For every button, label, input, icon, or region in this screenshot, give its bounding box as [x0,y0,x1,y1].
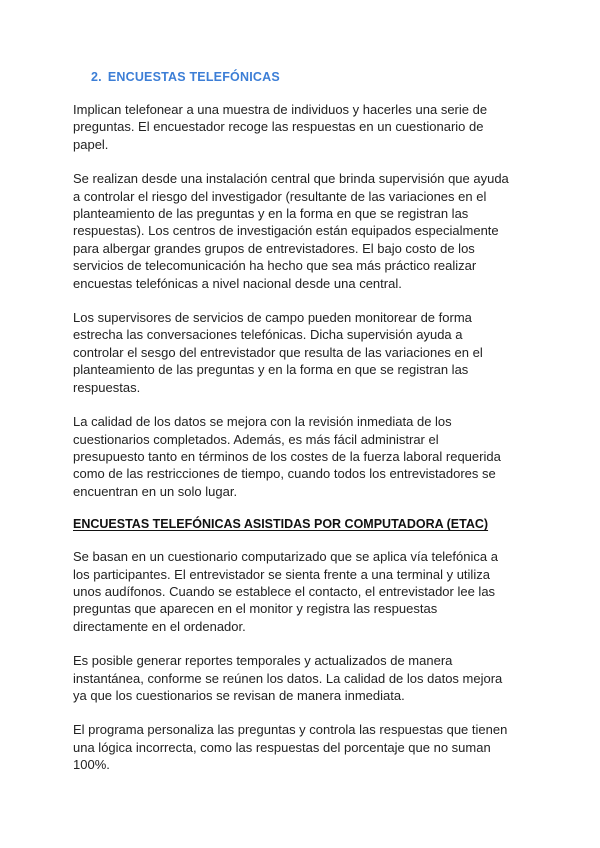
subsection-heading: ENCUESTAS TELEFÓNICAS ASISTIDAS POR COMPUTADORA (ETAC) [73,517,489,532]
paragraph-etac-reports: Es posible generar reportes temporales y actualizados de manera instantánea, conforme se reúnen los datos. La calidad de los datos mejora ya que los cuestionarios se revisan de manera inmediata. [73,653,503,703]
paragraph-supervisors: Los supervisores de servicios de campo pueden monitorear de forma estrecha las conversaciones telefónicas. Dicha supervisión ayuda a controlar el sesgo del entrevistador que resulta de las variaciones en el planteamiento de las preguntas y en la forma en que se registran las respuestas. [73,310,483,395]
paragraph-etac-description: Se basan en un cuestionario computarizado que se aplica vía telefónica a los participantes. El entrevistador se sienta frente a una terminal y utiliza unos audífonos. Cuando se establece el contacto, el entrevistador lee las preguntas que aparecen en el monitor y registra las respuestas directamente en el ordenador. [73,549,498,634]
paragraph-intro: Implican telefonear a una muestra de individuos y hacerles una serie de preguntas. El encuestador recoge las respuestas en un cuestionario de papel. [73,102,488,152]
section-number: 2. [91,70,102,84]
paragraph-etac-program: El programa personaliza las preguntas y controla las respuestas que tienen una lógica incorrecta, como las respuestas del porcentaje que no suman 100%. [73,722,508,773]
section-title: ENCUESTAS TELEFÓNICAS [107,70,280,84]
section-heading [91,70,533,84]
document-page [73,70,533,791]
paragraph-data-quality: La calidad de los datos se mejora con la revisión inmediata de los cuestionarios completados. Además, es más fácil administrar el presupuesto tanto en términos de los costes de la fuerza laboral requerida como de las restricciones de tiempo, cuando todos los entrevistadores se encuentran en un solo lugar. [73,414,501,499]
paragraph-central-facility: Se realizan desde una instalación central que brinda supervisión que ayuda a controlar el riesgo del investigador (resultante de las variaciones en el planteamiento de las preguntas y en la forma en que se registran las respuestas). Los centros de investigación están equipados especialmente para albergar grandes grupos de entrevistadores. El bajo costo de los servicios de telecomunicación ha hecho que sea más práctico realizar encuestas telefónicas a nivel nacional desde una central. [73,171,509,291]
